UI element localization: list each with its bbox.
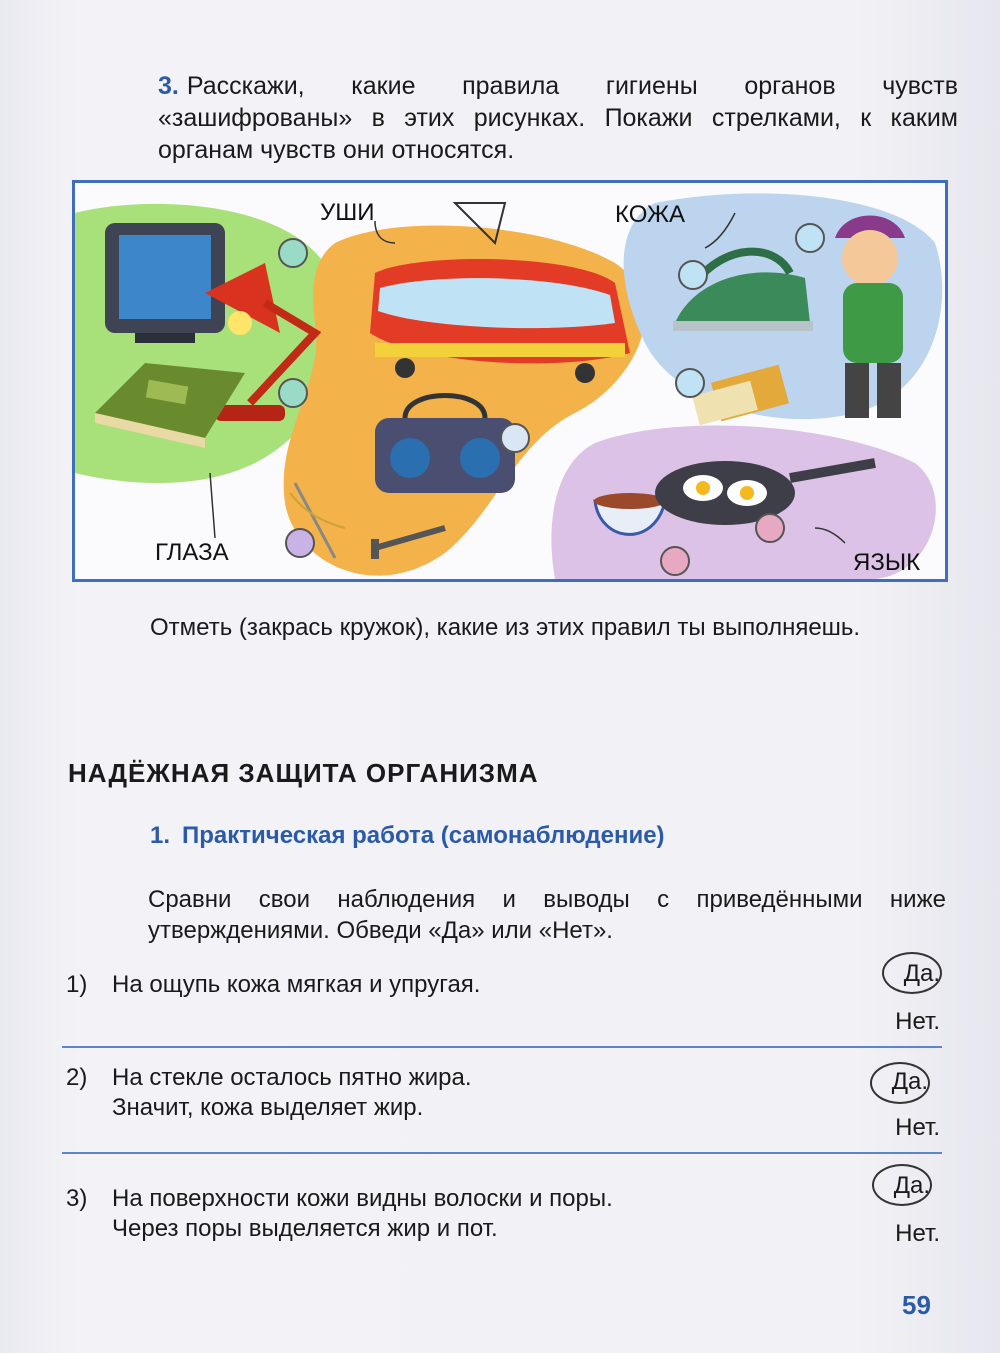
task-text: Расскажи, какие правила гигиены органов чувств «зашифрованы» в этих рисунках. Покажи стрелками, к каким органам чувств они относятся. — [158, 72, 958, 164]
statement-2: 2) На стекле осталось пятно жира. Значит, кожа выделяет жир. — [66, 1064, 472, 1121]
illustration-drawing — [75, 183, 945, 579]
label-ears: УШИ — [320, 199, 375, 226]
hygiene-illustration — [72, 180, 948, 582]
page-number: 59 — [902, 1290, 931, 1320]
label-eyes: ГЛАЗА — [155, 539, 229, 566]
answer-yes-2[interactable]: Да. — [891, 1068, 928, 1095]
practical-work-heading — [150, 822, 665, 850]
answer-no-2[interactable]: Нет. — [895, 1114, 940, 1141]
section-title: НАДЁЖНАЯ ЗАЩИТА ОРГАНИЗМА — [68, 758, 539, 788]
divider-1 — [62, 1046, 942, 1048]
answer-yes-1[interactable]: Да. — [903, 960, 940, 987]
practical-intro: Сравни свои наблюдения и выводы с приведёнными ниже утверждениями. Обведи «Да» или «Нет». — [148, 886, 946, 944]
task-3-instruction — [158, 70, 958, 166]
tv-icon — [105, 223, 225, 343]
task-number: 3. — [158, 72, 179, 100]
label-tongue: ЯЗЫК — [853, 549, 921, 576]
answer-yes-3[interactable]: Да. — [893, 1172, 930, 1199]
practical-title: Практическая работа (самонаблюдение) — [182, 822, 665, 849]
statement-3: 3) На поверхности кожи видны волоски и поры. Через поры выделяется жир и пот. — [66, 1185, 613, 1242]
answer-no-3[interactable]: Нет. — [895, 1220, 940, 1247]
answer-no-1[interactable]: Нет. — [895, 1008, 940, 1035]
practical-number: 1. — [150, 822, 171, 849]
label-skin: КОЖА — [615, 201, 686, 228]
statement-1: 1) На ощупь кожа мягкая и упругая. — [66, 971, 481, 998]
divider-2 — [62, 1152, 942, 1154]
mark-instruction: Отметь (закрась кружок), какие из этих правил ты выполняешь. — [150, 614, 861, 641]
